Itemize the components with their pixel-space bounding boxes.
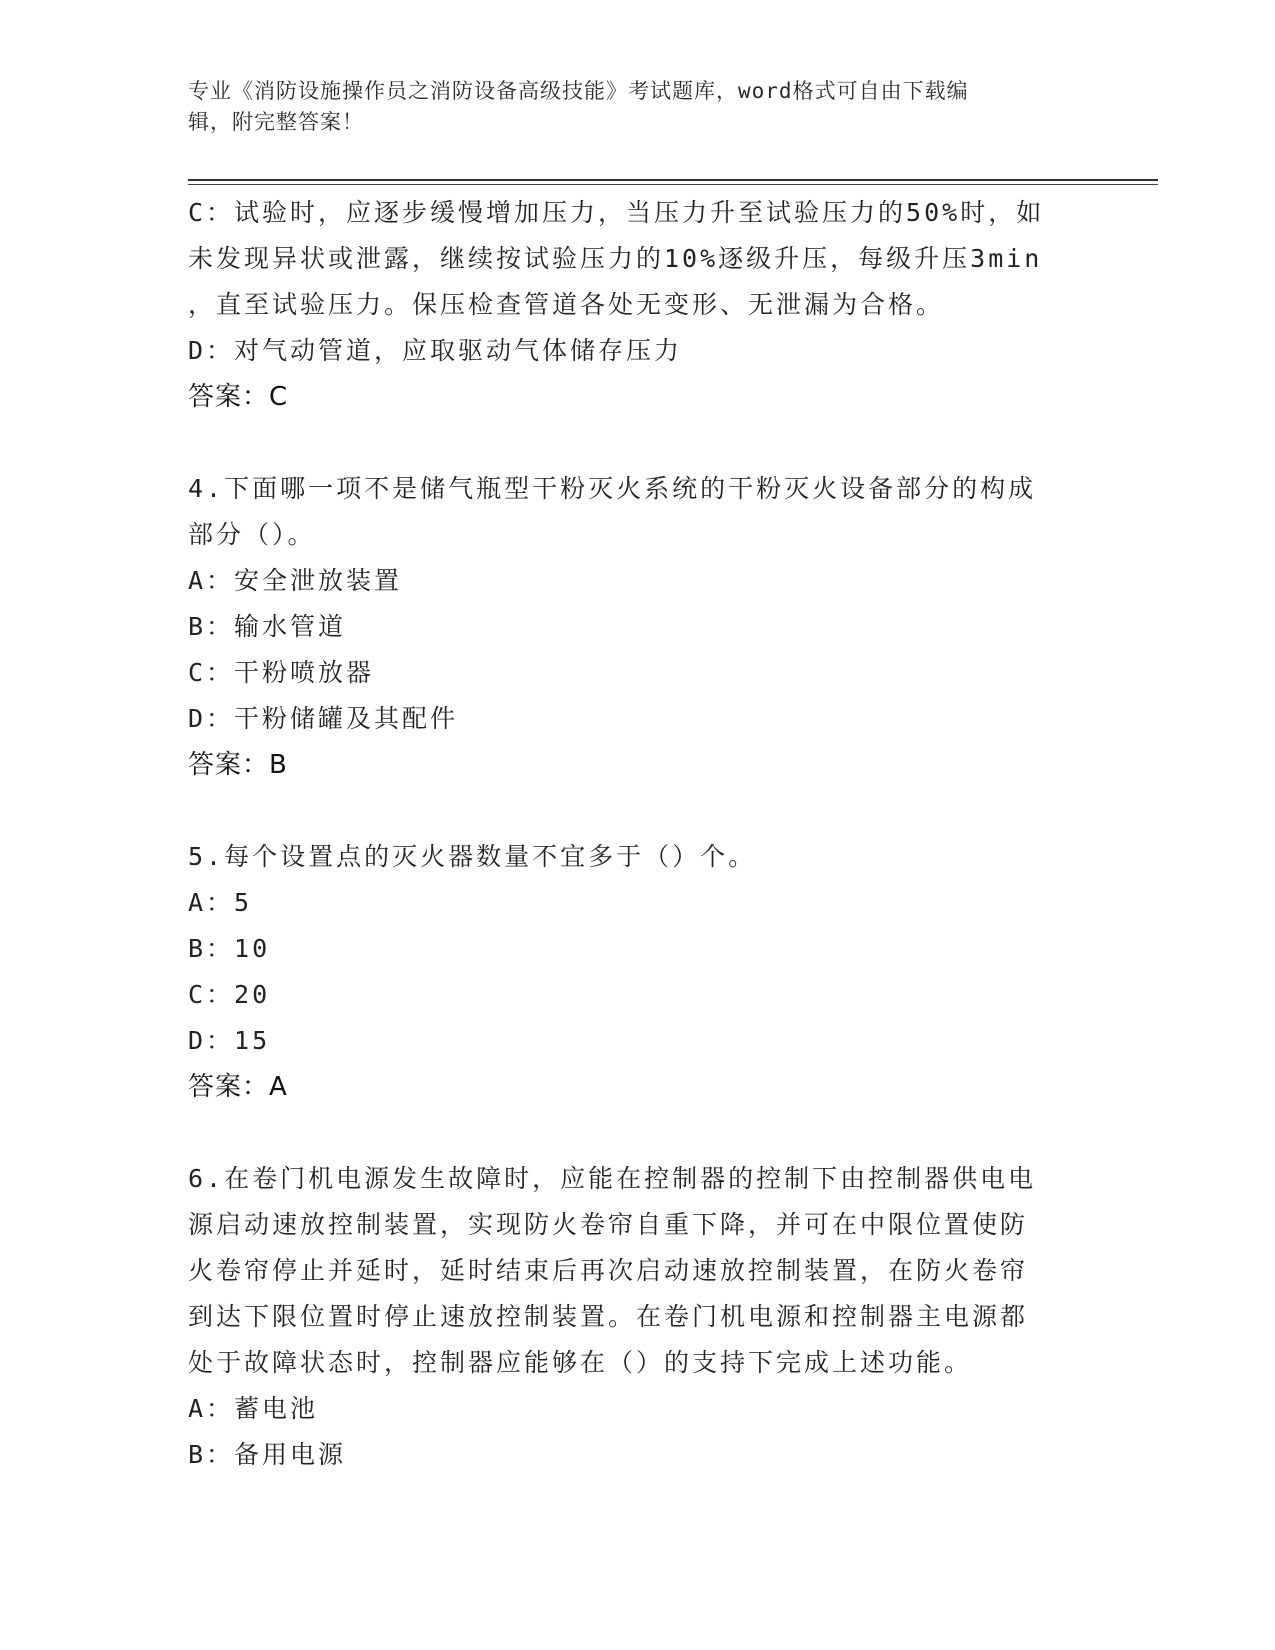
q3-option-c-line-1: C：试验时，应逐步缓慢增加压力，当压力升至试验压力的50%时，如 <box>188 198 1045 227</box>
q4-option-d: D：干粉储罐及其配件 <box>188 704 459 733</box>
q6-option-a: A：蓄电池 <box>188 1394 319 1423</box>
question-content <box>188 190 1068 1478</box>
q3-option-c-line-3: ，直至试验压力。保压检查管道各处无变形、无泄漏为合格。 <box>188 290 945 319</box>
q3-option-d: D：对气动管道，应取驱动气体储存压力 <box>188 336 683 365</box>
q3-option-c-line-2: 未发现异状或泄露，继续按试验压力的10%逐级升压，每级升压3min <box>188 244 1043 273</box>
document-header <box>188 76 1068 138</box>
q4-option-c: C：干粉喷放器 <box>188 658 375 687</box>
q4-stem-line-1: 4.下面哪一项不是储气瓶型干粉灭火系统的干粉灭火设备部分的构成 <box>188 474 1037 503</box>
q4-stem-line-2: 部分（）。 <box>188 520 316 549</box>
question-3-continued <box>188 190 1068 420</box>
q6-stem-line-2: 源启动速放控制装置，实现防火卷帘自重下降，并可在中限位置使防 <box>188 1210 1029 1239</box>
header-line-2: 辑，附完整答案！ <box>188 110 364 134</box>
q4-option-b: B：输水管道 <box>188 612 347 641</box>
header-line-1: 专业《消防设施操作员之消防设备高级技能》考试题库，word格式可自由下载编 <box>188 79 969 103</box>
q3-answer: 答案：C <box>188 382 289 412</box>
q5-answer: 答案：A <box>188 1072 288 1102</box>
spacer <box>188 1110 1068 1156</box>
question-5 <box>188 834 1068 1110</box>
question-6 <box>188 1156 1068 1478</box>
spacer <box>188 788 1068 834</box>
q4-option-a: A：安全泄放装置 <box>188 566 403 595</box>
q5-option-c: C：20 <box>188 980 271 1009</box>
question-4 <box>188 466 1068 788</box>
q6-stem-line-5: 处于故障状态时，控制器应能够在（）的支持下完成上述功能。 <box>188 1348 973 1377</box>
q6-stem-line-4: 到达下限位置时停止速放控制装置。在卷门机电源和控制器主电源都 <box>188 1302 1029 1331</box>
spacer <box>188 420 1068 466</box>
q5-option-d: D：15 <box>188 1026 271 1055</box>
q5-option-a: A：5 <box>188 888 253 917</box>
header-divider-thin <box>188 184 1158 185</box>
q6-stem-line-1: 6.在卷门机电源发生故障时，应能在控制器的控制下由控制器供电电 <box>188 1164 1037 1193</box>
header-divider-thick <box>188 179 1158 181</box>
q5-option-b: B：10 <box>188 934 271 963</box>
q6-option-b: B：备用电源 <box>188 1440 347 1469</box>
q4-answer: 答案：B <box>188 750 288 780</box>
q5-stem-line-1: 5.每个设置点的灭火器数量不宜多于（）个。 <box>188 842 757 871</box>
q6-stem-line-3: 火卷帘停止并延时，延时结束后再次启动速放控制装置，在防火卷帘 <box>188 1256 1029 1285</box>
